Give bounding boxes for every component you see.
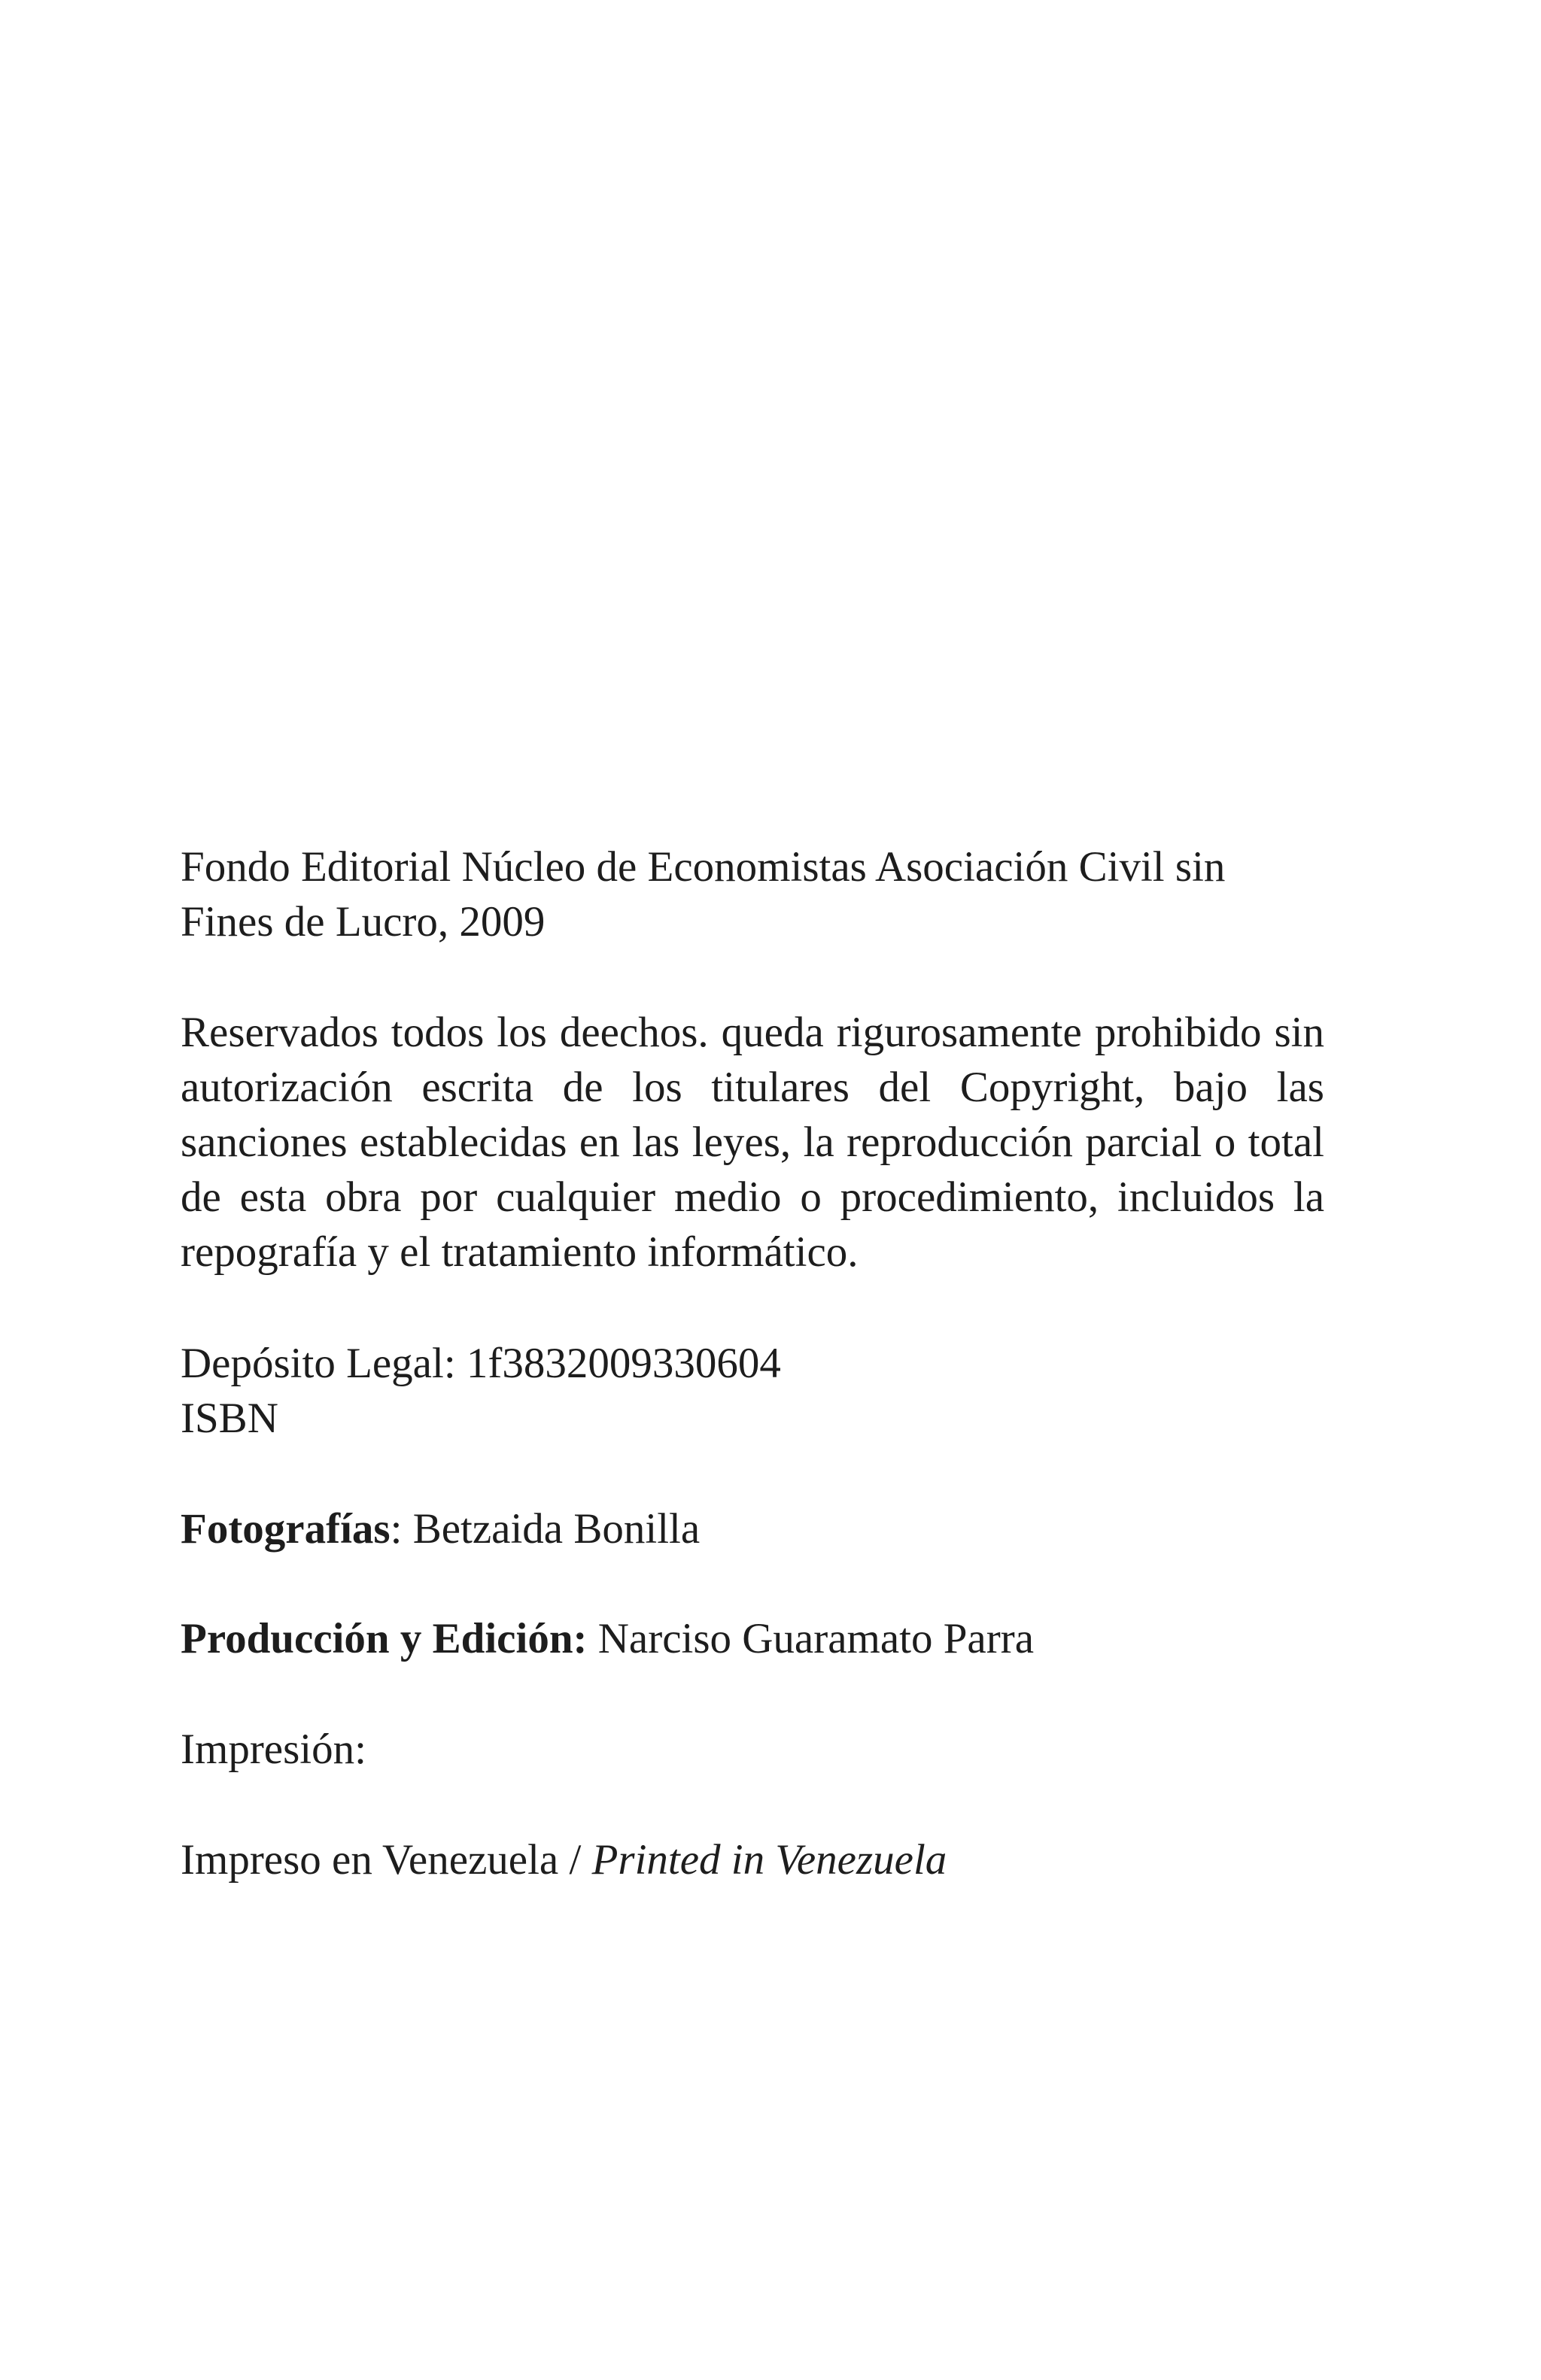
production-value: Narciso Guaramato Parra xyxy=(587,1615,1034,1662)
printed-in xyxy=(181,1832,1324,1887)
publisher-line: Fondo Editorial Núcleo de Economistas Asociación Civil sin Fines de Lucro, 2009 xyxy=(181,843,1226,946)
legal-deposit: Depósito Legal: 1f3832009330604 xyxy=(181,1340,781,1387)
printed-in-english: Printed in Venezuela xyxy=(591,1836,947,1884)
photos-value: Betzaida Bonilla xyxy=(412,1505,701,1553)
isbn-label: ISBN xyxy=(181,1395,278,1442)
photos-label: Fotografías xyxy=(181,1505,391,1553)
printed-in-spanish: Impreso en Venezuela / xyxy=(181,1836,592,1884)
printing-label: Impresión: xyxy=(181,1726,366,1773)
production-label: Producción y Edición: xyxy=(181,1615,588,1662)
rights-notice: Reservados todos los deechos. queda rigurosamente prohibido sin autorización escrita de los titulares del Copyright, bajo las sanciones establecidas en las leyes, la reproducción parcial o total de esta obra por cualquier medio o procedimiento, incluidos la repografía y el tratamiento informático. xyxy=(181,1009,1324,1276)
production-credit xyxy=(181,1611,1324,1666)
photos-separator: : xyxy=(390,1505,413,1553)
photos-credit xyxy=(181,1501,1324,1556)
